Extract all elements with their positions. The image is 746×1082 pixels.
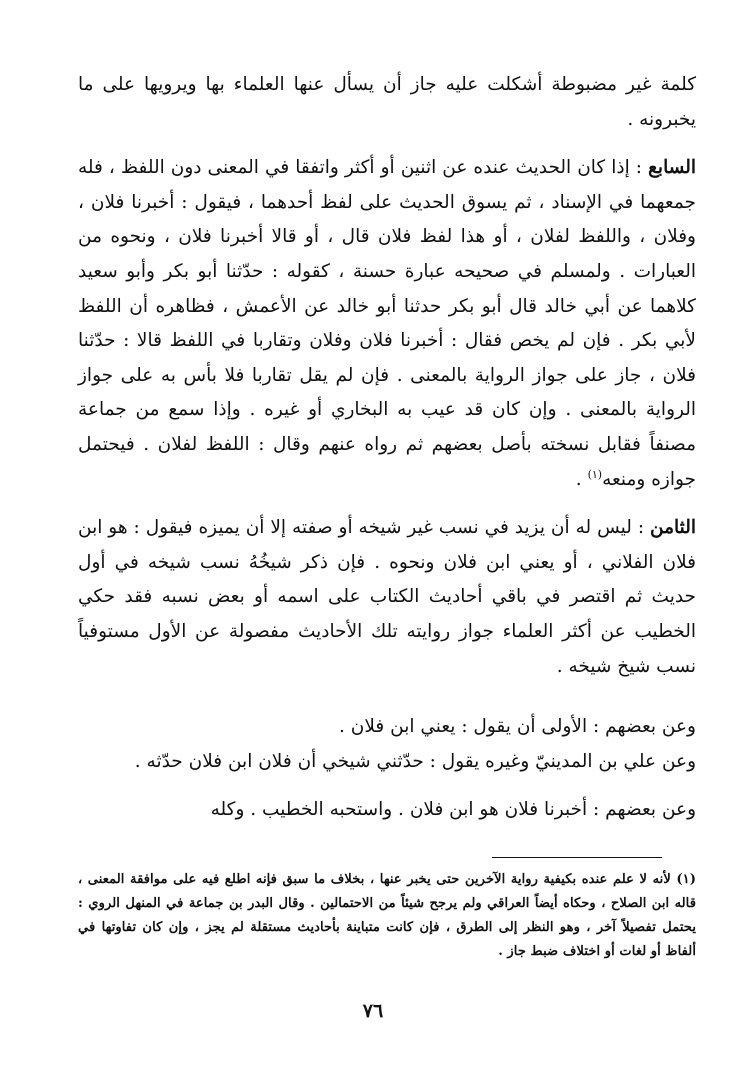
paragraph-continuation: كلمة غير مضبوطة أشكلت عليه جاز أن يسأل عنها العلماء بها ويرويها على ما يخبرونه .	[78, 74, 696, 130]
paragraph-khatib: وعن بعضهم : أخبرنا فلان هو ابن فلان . واستحبه الخطيب . وكله	[210, 799, 696, 821]
footnote-1: (١) لأنه لا علم عنده بكيفية رواية الآخرين حتى يخبر عنها ، بخلاف ما سبق فإنه اطلع فيه على موافقة المعنى ، قاله ابن الصلاح ، وحكاه أيضاً العراقي ولم يرجح شيئاً من الاحتمالين . وقال البدر بن جماعة في المنهل الروي : يحتمل تفصيلاً آخر ، وهو النظر إلى الطرق ، فإن كانت متباينة بأحاديث مستقلة لم يجز ، وإن كان تفاوتها في ألفاظ أو لغات أو اختلاف ضبط جاز .	[78, 872, 696, 959]
section-heading-eighth: الثامن	[650, 517, 696, 539]
page-number: ٧٦	[362, 1000, 384, 1022]
paragraph-seventh-text: : إذا كان الحديث عنده عن اثنين أو أكثر واتفقا في المعنى دون اللفظ ، فله جمعهما في الإسناد ، ثم يسوق الحديث على لفظ أحدهما ، فيقول : أخبرنا فلان ، وفلان ، واللفظ لفلان ، أو هذا لفظ فلان قال ، أو قالا أخبرنا فلان ، ونحوه من العبارات . ولمسلم في صحيحه عبارة حسنة ، كقوله : حدّثنا أبو بكر وأبو سعيد كلاهما عن أبي خالد قال أبو بكر حدثنا أبو خالد عن الأعمش ، فظاهره أن اللفظ لأبي بكر . فإن لم يخص فقال : أخبرنا فلان وفلان وتقاربا في اللفظ قالا : حدّثنا فلان ، جاز على جواز الرواية بالمعنى . فإن لم يقل تقاربا فلا بأس به على جواز الرواية بالمعنى . وإن كان قد عيب به البخاري أو غيره . وإذا سمع من جماعة مصنفاً فقابل نسخته بأصل بعضهم ثم رواه عنهم وقال : اللفظ لفلان . فيحتمل جوازه ومنعه	[78, 157, 696, 490]
footnote-marker[interactable]: (١)	[587, 467, 603, 481]
paragraph-seventh	[78, 151, 696, 497]
paragraph-seventh-end: .	[575, 468, 588, 490]
paragraph-ali-madini: وعن علي بن المدينيّ وغيره يقول : حدّثني شيخي أن فلان ابن فلان حدّثه .	[134, 750, 696, 772]
page-body	[78, 68, 696, 828]
section-heading-seventh: السابع	[648, 157, 696, 179]
paragraph-eighth	[78, 511, 696, 684]
footnote-section	[78, 868, 696, 964]
paragraph-some-say: وعن بعضهم : الأولى أن يقول : يعني ابن فلان .	[339, 716, 696, 738]
footnote-divider	[492, 857, 662, 858]
paragraph-eighth-text: : ليس له أن يزيد في نسب غير شيخه أو صفته إلا أن يميزه فيقول : هو ابن فلان الفلاني ، أو يعني ابن فلان ونحوه . فإن ذكر شيخُهُ نسب شيخه في أول حديث ثم اقتصر في باقي أحاديث الكتاب على اسمه أو بعض نسبه فقد حكي الخطيب عن أكثر العلماء جواز روايته تلك الأحاديث مفصولة عن الأول مستوفياً نسب شيخ شيخه .	[78, 517, 696, 677]
